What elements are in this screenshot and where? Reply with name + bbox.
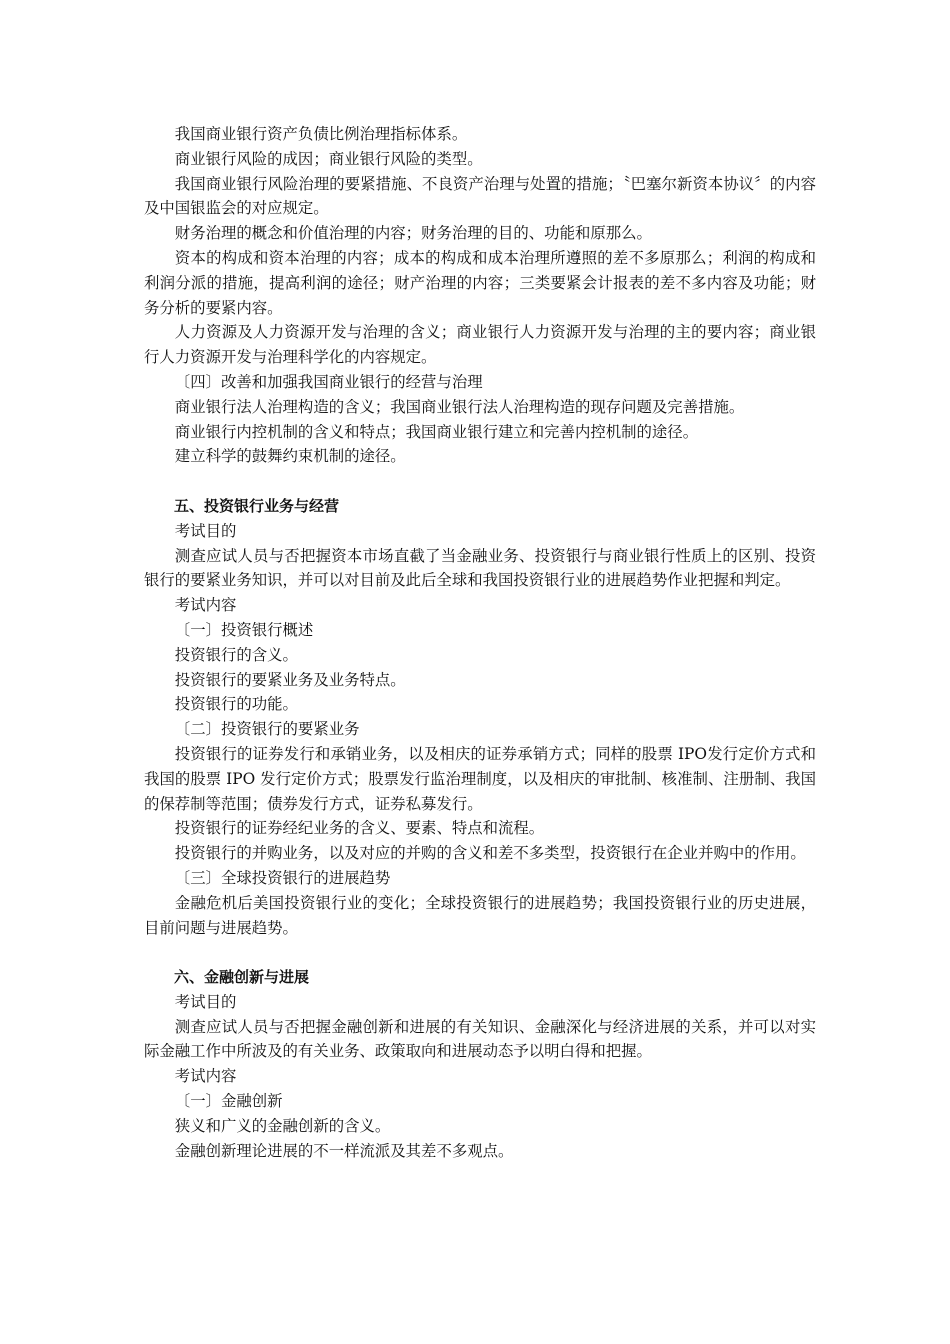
paragraph: 考试目的 (174, 992, 237, 1011)
paragraph: 资本的构成和资本治理的内容；成本的构成和成本治理所遵照的差不多原那么；利润的构成和利润分派的措施，提高利润的途径；财产治理的内容；三类要紧会计报表的差不多内容及功能；财务分析的要紧内容。 (144, 248, 816, 317)
paragraph: 我国商业银行资产负债比例治理指标体系。 (174, 125, 468, 143)
section-6 (144, 965, 816, 1163)
subsection-heading: 〔三〕全球投资银行的进展趋势 (174, 868, 391, 887)
paragraph: 狭义和广义的金融创新的含义。 (174, 1116, 391, 1135)
paragraph: 考试内容 (174, 1067, 237, 1086)
section-heading: 六、金融创新与进展 (174, 968, 310, 987)
section-5 (144, 494, 816, 940)
subsection-heading: 〔二〕投资银行的要紧业务 (174, 720, 360, 739)
paragraph: 投资银行的证券经纪业务的含义、要素、特点和流程。 (174, 819, 545, 838)
paragraph: 商业银行法人治理构造的含义；我国商业银行法人治理构造的现存问题及完善措施。 (174, 397, 745, 416)
paragraph: 投资银行的功能。 (174, 695, 298, 714)
paragraph: 测查应试人员与否把握金融创新和进展的有关知识、金融深化与经济进展的关系，并可以对实际金融工作中所波及的有关业务、政策取向和进展动态予以明白得和把握。 (144, 1017, 816, 1061)
subsection-heading: 〔一〕金融创新 (174, 1092, 283, 1111)
paragraph: 投资银行的含义。 (174, 645, 298, 664)
spacer (144, 469, 816, 494)
paragraph: 投资银行的要紧业务及业务特点。 (174, 670, 406, 689)
paragraph: 商业银行内控机制的含义和特点；我国商业银行建立和完善内控机制的途径。 (174, 422, 699, 441)
paragraph: 投资银行的证券发行和承销业务，以及相庆的证券承销方式；同样的股票 IPO发行定价方式和我国的股票 IPO 发行定价方式；股票发行监治理制度，以及相庆的审批制、核准制、注册制、我国的保荐制等范围；债券发行方式，证券私募发行。 (144, 744, 816, 813)
paragraph: 我国商业银行风险治理的要紧措施、不良资产治理与处置的措施；〝巴塞尔新资本协议〞的内容及中国银监会的对应规定。 (144, 174, 816, 218)
paragraph: 商业银行风险的成因；商业银行风险的类型。 (174, 149, 483, 168)
paragraph: 金融创新理论进展的不一样流派及其差不多观点。 (174, 1141, 514, 1160)
paragraph: 财务治理的概念和价值治理的内容；财务治理的目的、功能和原那么。 (174, 224, 652, 243)
subsection-heading: 〔一〕投资银行概述 (174, 620, 314, 639)
paragraph: 测查应试人员与否把握资本市场直截了当金融业务、投资银行与商业银行性质上的区别、投资银行的要紧业务知识，并可以对目前及此后全球和我国投资银行业的进展趋势作业把握和判定。 (144, 546, 816, 590)
paragraph: 金融危机后美国投资银行业的变化；全球投资银行的进展趋势；我国投资银行业的历史进展，目前问题与进展趋势。 (144, 893, 816, 937)
paragraph: 人力资源及人力资源开发与治理的含义；商业银行人力资源开发与治理的主的要内容；商业银行人力资源开发与治理科学化的内容规定。 (144, 323, 816, 367)
paragraph: 考试目的 (174, 521, 237, 540)
paragraph: 建立科学的鼓舞约束机制的途径。 (174, 447, 406, 466)
paragraph: 考试内容 (174, 596, 237, 615)
paragraph: 投资银行的并购业务，以及对应的并购的含义和差不多类型，投资银行在企业并购中的作用。 (174, 844, 806, 863)
subsection-heading: 〔四〕改善和加强我国商业银行的经营与治理 (174, 372, 483, 391)
spacer (144, 940, 816, 965)
section-heading: 五、投资银行业务与经营 (174, 496, 340, 515)
document-page (144, 122, 816, 1163)
block1 (144, 122, 816, 469)
